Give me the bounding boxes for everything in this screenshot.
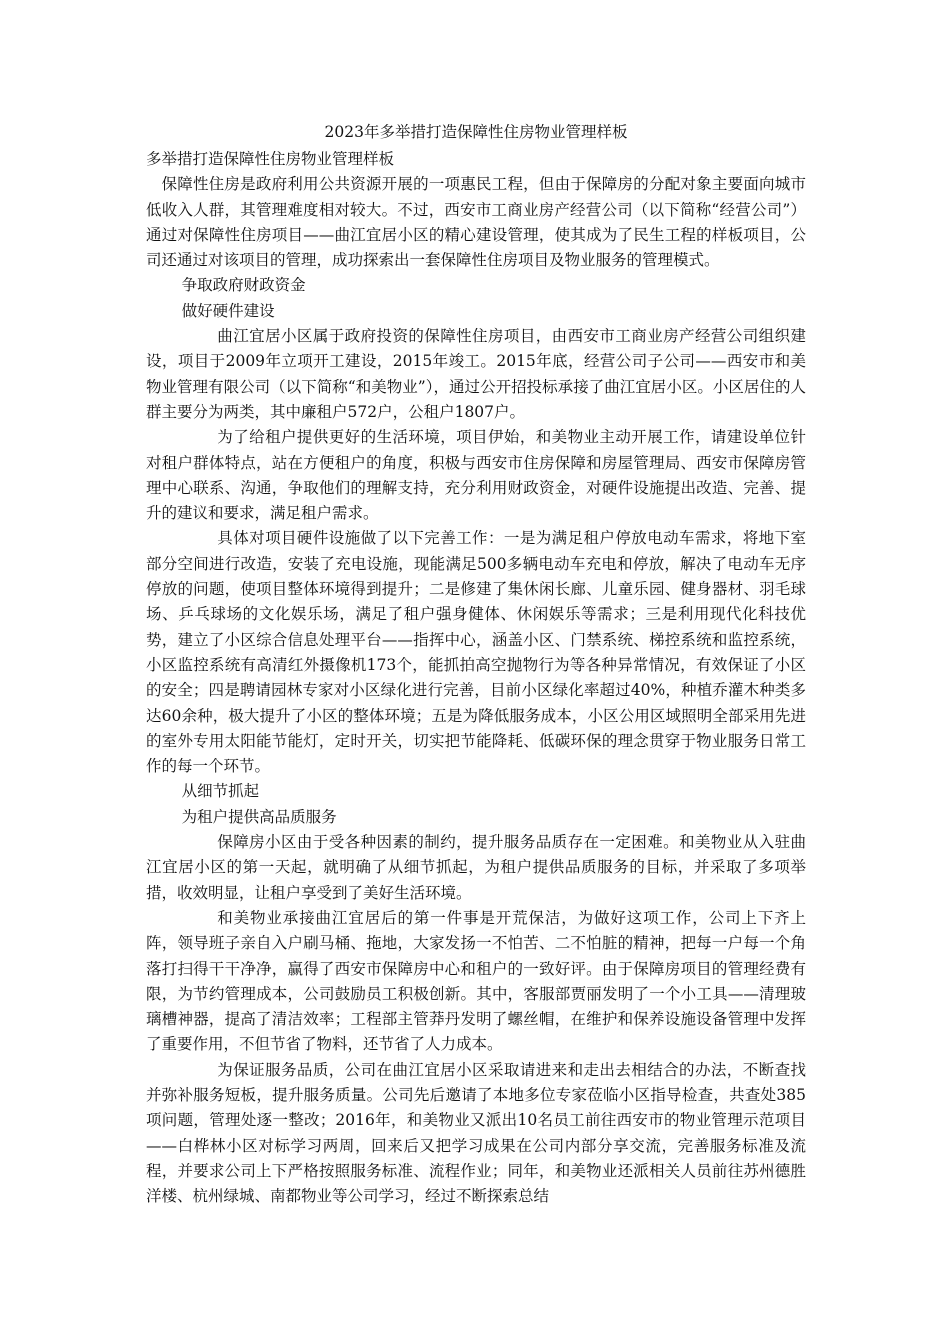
paragraph-tenant-environment: 为了给租户提供更好的生活环境，项目伊始，和美物业主动开展工作，请建设单位针对租户群体特点，站在方便租户的角度，积极与西安市住房保障和房屋管理局、西安市保障房管理中心联系、沟通，争取他们的理解支持，充分利用财政资金，对硬件设施提出改造、完善、提升的建议和要求，满足租户需求。 (146, 428, 806, 523)
section-heading-details: 从细节抓起 (181, 782, 260, 801)
section-heading-service: 为租户提供高品质服务 (181, 807, 337, 826)
paragraph-benchmark-learning: 为保证服务品质，公司在曲江宜居小区采取请进来和走出去相结合的办法，不断查找并弥补服务短板，提升服务质量。公司先后邀请了本地多位专家莅临小区指导检查，共查处385项问题，管理处逐一整改；2016年，和美物业又派出10名员工前往西安市的物业管理示范项目——白桦林小区对标学习两周，回来后又把学习成果在公司内部分享交流，完善服务标准及流程，并要求公司上下严格按照服务标准、流程作业；同年，和美物业还派相关人员前往苏州德胜洋楼、杭州绿城、南都物业等公司学习，经过不断探索总结 (146, 1060, 806, 1206)
paragraph-hardware-improvements: 具体对项目硬件设施做了以下完善工作：一是为满足租户停放电动车需求，将地下室部分空间进行改造，安装了充电设施，现能满足500多辆电动车充电和停放，解决了电动车无序停放的问题，使项目整体环境得到提升；二是修建了集休闲长廊、儿童乐园、健身器材、羽毛球场、乒乓球场的文化娱乐场，满足了租户强身健体、休闲娱乐等需求；三是利用现代化科技优势，建立了小区综合信息处理平台——指挥中心，涵盖小区、门禁系统、梯控系统和监控系统，小区监控系统有高清红外摄像机173个，能抓拍高空抛物行为等各种异常情况，有效保证了小区的安全；四是聘请园林专家对小区绿化进行完善，目前小区绿化率超过40%，种植乔灌木种类多达60余种，极大提升了小区的整体环境；五是为降低服务成本，小区公用区域照明全部采用先进的室外专用太阳能节能灯，定时开关，切实把节能降耗、低碳环保的理念贯穿于物业服务日常工作的每一个环节。 (146, 529, 806, 776)
paragraph-intro: 保障性住房是政府利用公共资源开展的一项惠民工程，但由于保障房的分配对象主要面向城市低收入人群，其管理难度相对较大。不过，西安市工商业房产经营公司（以下简称“经营公司”）通过对保障性住房项目——曲江宜居小区的精心建设管理，使其成为了民生工程的样板项目，公司还通过对该项目的管理，成功探索出一套保障性住房项目及物业服务的管理模式。 (146, 175, 806, 270)
document-subtitle: 多举措打造保障性住房物业管理样板 (146, 150, 395, 168)
section-heading-hardware: 做好硬件建设 (181, 301, 275, 320)
document-page (146, 120, 806, 1209)
paragraph-project-overview: 曲江宜居小区属于政府投资的保障性住房项目，由西安市工商业房产经营公司组织建设，项目于2009年立项开工建设，2015年竣工。2015年底，经营公司子公司——西安市和美物业管理有限公司（以下简称“和美物业”），通过公开招投标承接了曲江宜居小区。小区居住的人群主要分为两类，其中廉租户572户，公租户1807户。 (146, 327, 806, 421)
paragraph-service-quality: 保障房小区由于受各种因素的制约，提升服务品质存在一定困难。和美物业从入驻曲江宜居小区的第一天起，就明确了从细节抓起，为租户提供品质服务的目标，并采取了多项举措，收效明显，让租户享受到了美好生活环境。 (146, 833, 806, 902)
paragraph-cleaning-innovation: 和美物业承接曲江宜居后的第一件事是开荒保洁，为做好这项工作，公司上下齐上阵，领导班子亲自入户刷马桶、拖地，大家发扬一不怕苦、二不怕脏的精神，把每一户每一个角落打扫得干干净净，赢得了西安市保障房中心和租户的一致好评。由于保障房项目的管理经费有限，为节约管理成本，公司鼓励员工积极创新。其中，客服部贾丽发明了一个小工具——清理玻璃槽神器，提高了清洁效率；工程部主管莽丹发明了螺丝帽，在维护和保养设施设备管理中发挥了重要作用，不但节省了物料，还节省了人力成本。 (146, 908, 806, 1054)
section-heading-funding: 争取政府财政资金 (181, 276, 306, 295)
document-title: 2023年多举措打造保障性住房物业管理样板 (324, 123, 628, 141)
